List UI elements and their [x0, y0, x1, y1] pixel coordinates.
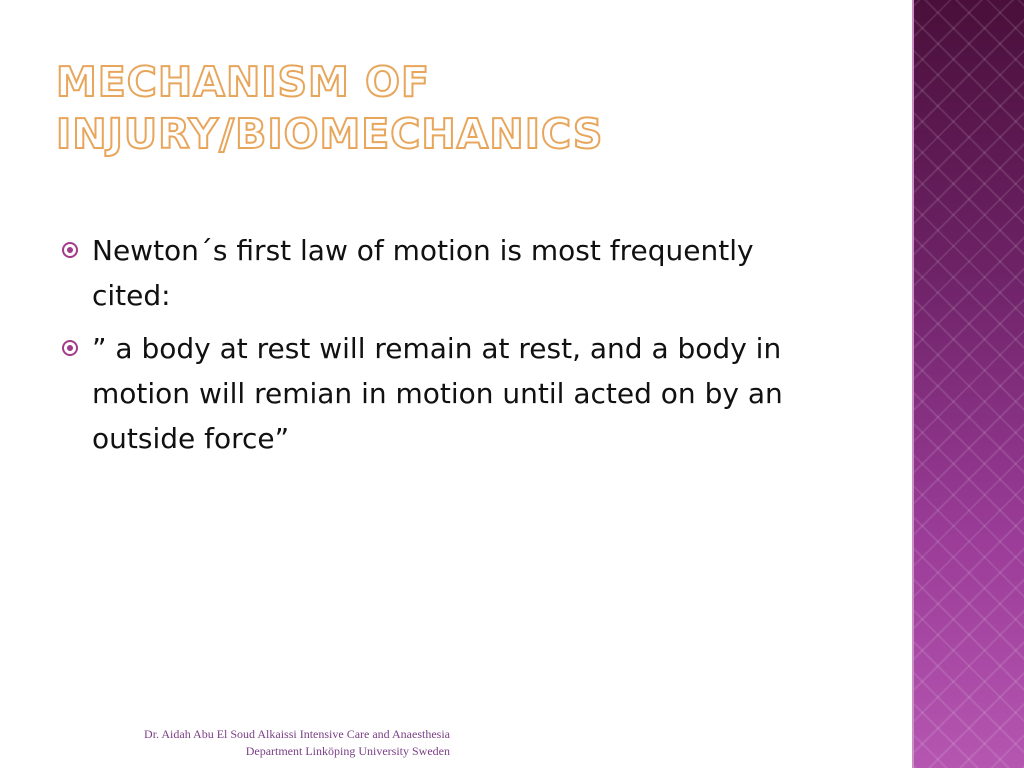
target-bullet-icon — [62, 340, 78, 356]
decorative-side-panel — [912, 0, 1024, 768]
bullet-list — [62, 228, 822, 469]
slide-title-line-1: MECHANISM OF — [56, 58, 430, 106]
target-bullet-icon — [62, 242, 78, 258]
slide-title — [56, 56, 876, 160]
bullet-item-2 — [62, 326, 822, 461]
bullet-item-1 — [62, 228, 822, 318]
slide-footer — [40, 726, 450, 760]
footer-line-1: Dr. Aidah Abu El Soud Alkaissi Intensive Care and Anaesthesia — [144, 727, 450, 741]
slide-title-line-2: INJURY/BIOMECHANICS — [56, 110, 604, 158]
bullet-text-2: ” a body at rest will remain at rest, and a body in motion will remian in motion until acted on by an outside force” — [92, 332, 783, 455]
footer-line-2: Department Linköping University Sweden — [245, 744, 450, 758]
bullet-text-1: Newton´s first law of motion is most frequently cited: — [92, 234, 754, 312]
